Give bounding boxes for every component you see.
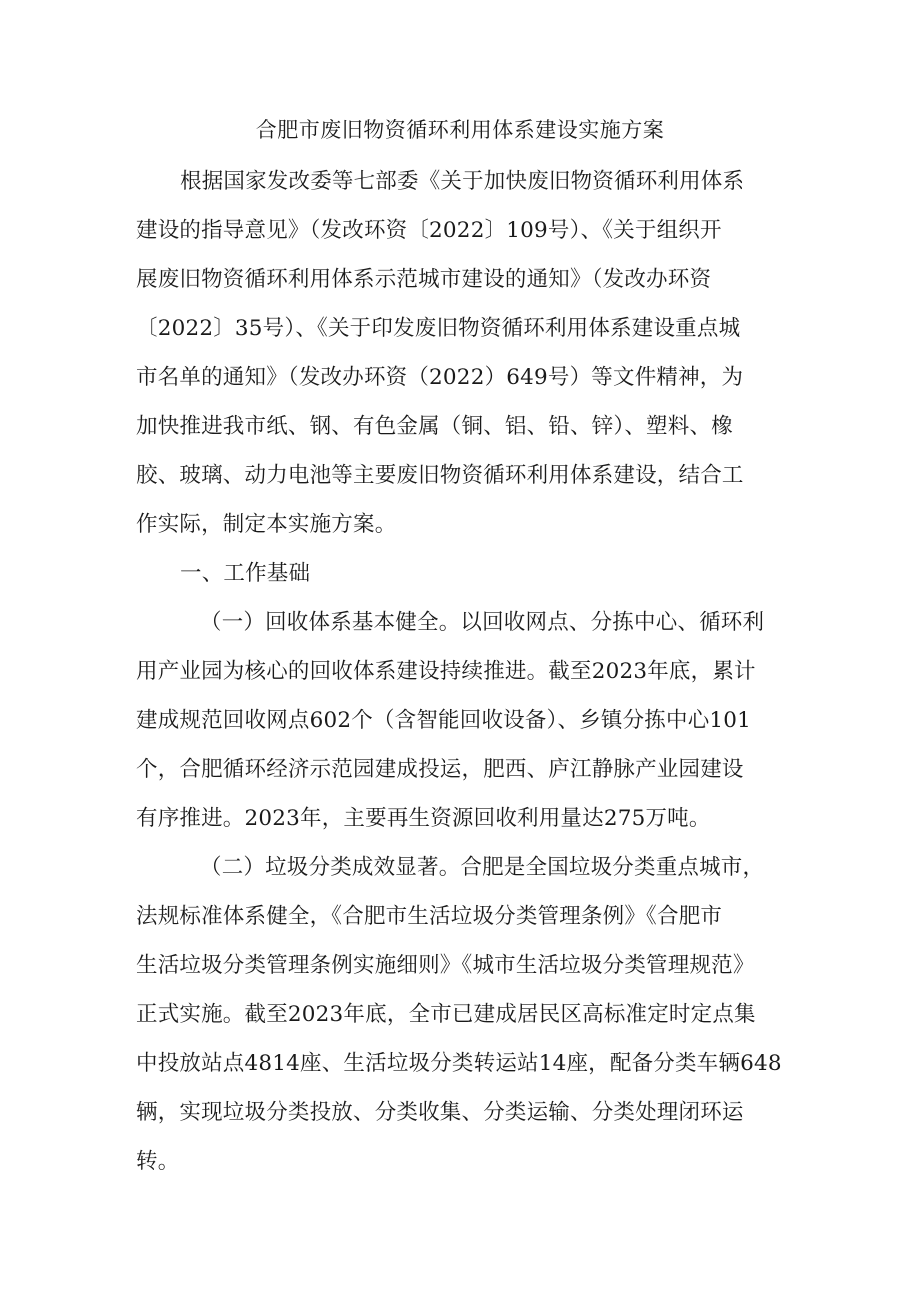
para2-line: 辆，实现垃圾分类投放、分类收集、分类运输、分类处理闭环运 <box>136 1100 744 1125</box>
para2-line: 转。 <box>136 1149 180 1174</box>
intro-line: 展废旧物资循环利用体系示范城市建设的通知》（发改办环资 <box>136 267 712 292</box>
para1-line: 个，合肥循环经济示范园建成投运，肥西、庐江静脉产业园建设 <box>136 757 744 782</box>
para2-line: （二）垃圾分类成效显著。合肥是全国垃圾分类重点城市， <box>200 855 765 880</box>
para2-line: 法规标准体系健全，《合肥市生活垃圾分类管理条例》《合肥市 <box>136 904 723 929</box>
intro-line: 市名单的通知》（发改办环资（2022）649号）等文件精神，为 <box>136 365 744 390</box>
intro-line: 作实际，制定本实施方案。 <box>136 512 397 537</box>
section-heading: 一、工作基础 <box>180 561 311 586</box>
intro-line: 胶、玻璃、动力电池等主要废旧物资循环利用体系建设，结合工 <box>136 463 744 488</box>
intro-line: 建设的指导意见》（发改环资〔2022〕109号）、《关于组织开 <box>136 218 722 243</box>
document-title: 合肥市废旧物资循环利用体系建设实施方案 <box>255 118 665 142</box>
para1-line: 有序推进。2023年，主要再生资源回收利用量达275万吨。 <box>136 806 711 831</box>
para2-line: 正式实施。截至2023年底，全市已建成居民区高标准定时定点集 <box>136 1002 756 1027</box>
para1-line: 用产业园为核心的回收体系建设持续推进。截至2023年底，累计 <box>136 659 756 684</box>
para2-line: 生活垃圾分类管理条例实施细则》《城市生活垃圾分类管理规范》 <box>136 953 755 978</box>
intro-line: 根据国家发改委等七部委《关于加快废旧物资循环利用体系 <box>180 169 745 194</box>
intro-line: 〔2022〕35号）、《关于印发废旧物资循环利用体系建设重点城 <box>136 316 741 341</box>
intro-line: 加快推进我市纸、钢、有色金属（铜、铝、铅、锌）、塑料、橡 <box>136 414 733 439</box>
para1-line: （一）回收体系基本健全。以回收网点、分拣中心、循环利 <box>200 610 765 635</box>
para2-line: 中投放站点4814座、生活垃圾分类转运站14座，配备分类车辆648 <box>136 1051 782 1076</box>
para1-line: 建成规范回收网点602个（含智能回收设备）、乡镇分拣中心101 <box>136 708 752 733</box>
